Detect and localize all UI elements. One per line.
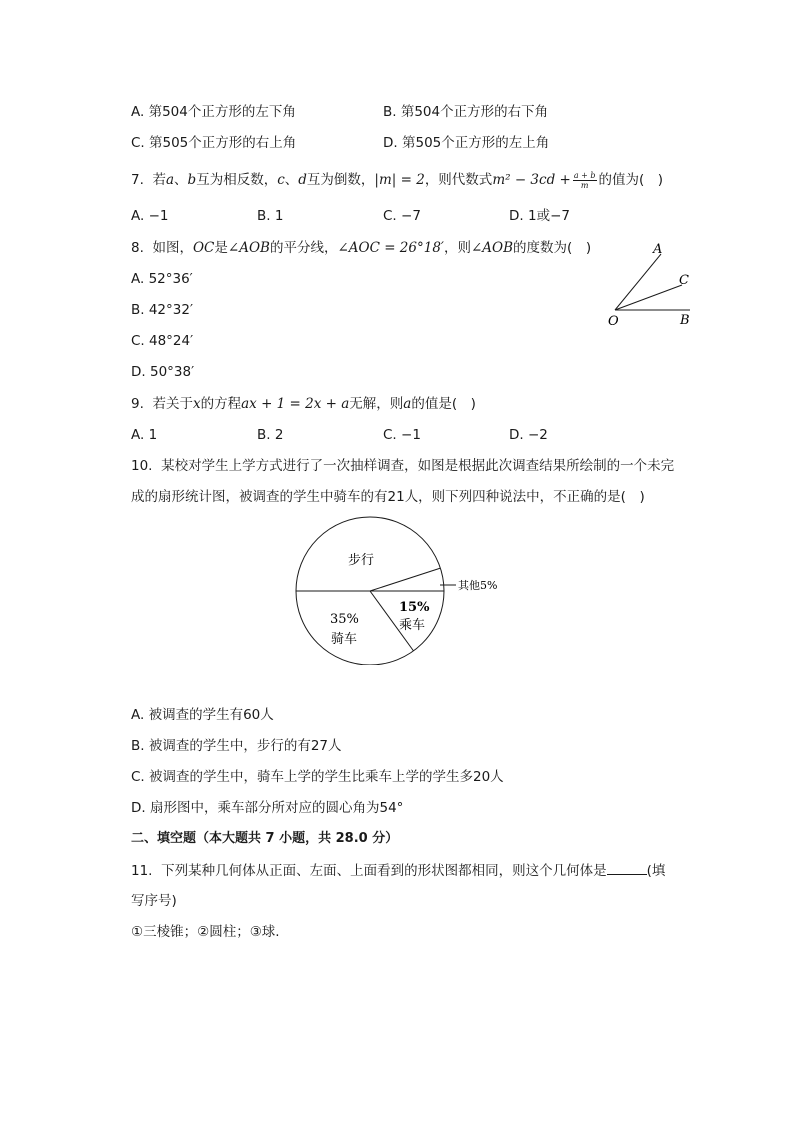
answer-blank[interactable] [607,860,647,875]
pie-label-walk: 步行 [348,553,375,568]
q9-option-a: A. 1 [131,427,158,443]
q9-option-c: C. −1 [383,427,421,443]
question-11-line1: 11. 下列某种几何体从正面、左面、上面看到的形状图都相同，则这个几何体是 (填 [131,860,665,881]
section-heading: 二、填空题（本大题共 7 小题，共 28.0 分） [131,831,399,846]
question-10-line1: 10. 某校对学生上学方式进行了一次抽样调查，如图是根据此次调查结果所绘制的一个未完 [131,458,675,474]
pie-label-bus: 乘车 [399,618,426,633]
q6-option-a: A. 第504个正方形的左下角 [131,104,296,120]
q10-option-c: C. 被调查的学生中，骑车上学的学生比乘车上学的学生多20人 [131,769,504,785]
q10-option-a: A. 被调查的学生有60人 [131,707,274,723]
question-7: 7. 若a、b互为相反数，c、d互为倒数，|m| = 2，则代数式m² − 3cd + $\frac{a + b}{m}$ 的值为( ) [131,170,664,190]
label-b: B [680,313,690,328]
q8-option-b: B. 42°32′ [131,302,194,318]
q7-number: 7. [131,172,144,188]
question-11-choices: ①三棱锥；②圆柱；③球. [131,924,280,940]
label-c: C [679,273,689,288]
q9-option-b: B. 2 [257,427,284,443]
q7-option-c: C. −7 [383,208,421,224]
q8-option-a: A. 52°36′ [131,271,193,287]
pie-chart [280,515,520,665]
q7-option-b: B. 1 [257,208,284,224]
q7-option-d: D. 1或−7 [509,208,570,224]
angle-figure [600,238,700,330]
q6-option-b: B. 第504个正方形的右下角 [383,104,549,120]
question-10-line2: 成的扇形统计图，被调查的学生中骑车的有21人，则下列四种说法中，不正确的是( ) [131,489,645,505]
q6-option-d: D. 第505个正方形的左上角 [383,135,550,151]
pie-label-ride: 骑车 [331,632,358,647]
q7-fraction: $\frac{a + b}{m}$ [573,170,596,190]
q8-option-d: D. 50°38′ [131,364,195,380]
question-11-line2: 写序号) [131,893,177,909]
question-8: 8. 如图，OC是∠AOB的平分线，∠AOC = 26°18′，则∠AOB的度数为( ) [131,240,592,256]
q8-option-c: C. 48°24′ [131,333,194,349]
question-9: 9. 若关于x的方程ax + 1 = 2x + a无解，则a的值是( ) [131,396,476,412]
q9-option-d: D. −2 [509,427,548,443]
label-a: A [653,242,663,257]
q10-option-b: B. 被调查的学生中，步行的有27人 [131,738,342,754]
pie-label-other: 其他5% [458,579,498,592]
q6-option-c: C. 第505个正方形的右上角 [131,135,297,151]
label-o: O [608,314,619,329]
pie-label-bus-pct: 15% [399,600,430,615]
q7-option-a: A. −1 [131,208,169,224]
q10-option-d: D. 扇形图中，乘车部分所对应的圆心角为54° [131,800,404,816]
pie-label-ride-pct: 35% [330,612,359,627]
